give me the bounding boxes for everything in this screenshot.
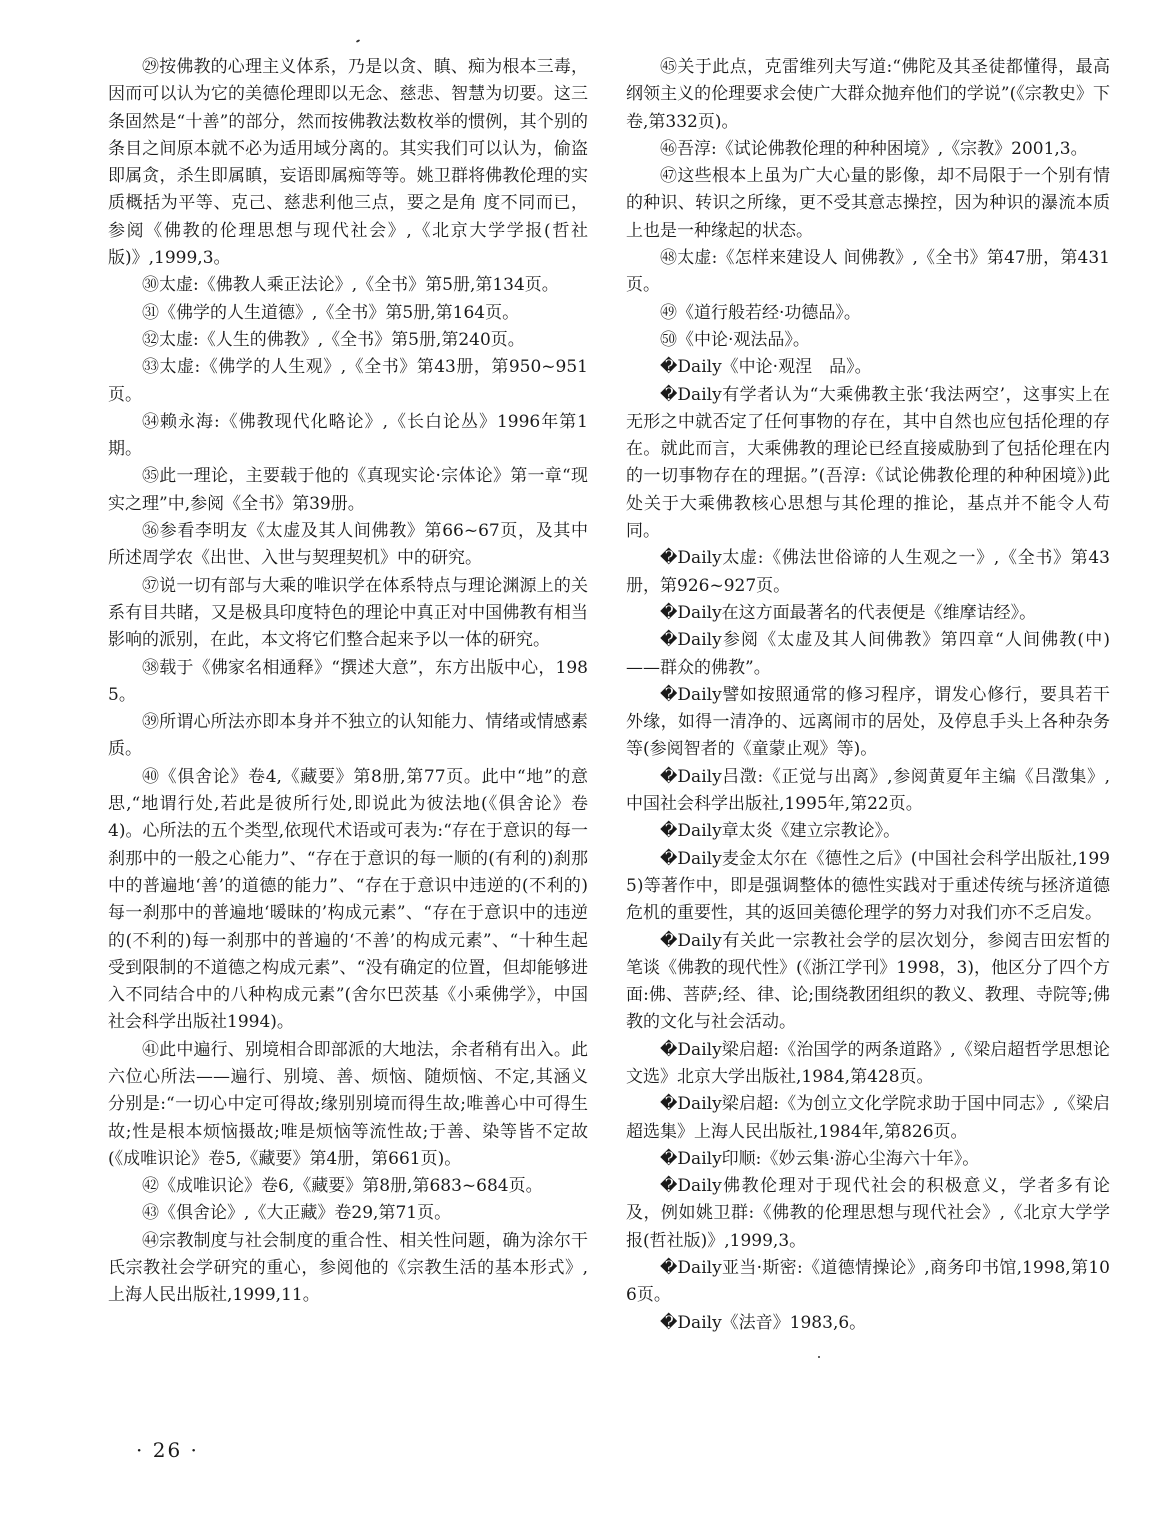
footnote-35: ㉟此一理论，主要载于他的《真现实论·宗体论》第一章“现实之理”中,参阅《全书》第39册。 bbox=[108, 466, 588, 514]
footnote-54: �Daily在这方面最著名的代表便是《维摩诘经》。 bbox=[660, 602, 1037, 623]
footnote-64: �Daily佛教伦理对于现代社会的积极意义，学者多有论及，例如姚卫群:《佛教的伦理思想与现代社会》,《北京大学学报(哲社版)》,1999,3。 bbox=[626, 1176, 1110, 1251]
footnote-29: ㉙按佛教的心理主义体系，乃是以贪、瞋、痴为根本三毒，因而可以认为它的美德伦理即以无念、慈悲、智慧为切要。这三条固然是“十善”的部分，然而按佛教法数枚举的惯例，其个别的条目之间原本就不必为适用域分离的。其实我们可以认为，偷盗即属贪，杀生即属瞋，妄语即属痴等等。姚卫群将佛教伦理的实质概括为平等、克己、慈悲利他三点，要之是角 度不同而已，参阅《佛教的伦理思想与现代社会》,《北京大学学报(哲社版)》,1999,3。 bbox=[108, 57, 588, 269]
footnote-43: ㊸《俱舍论》,《大正藏》卷29,第71页。 bbox=[142, 1203, 452, 1224]
footnote-56: �Daily譬如按照通常的修习程序，谓发心修行，要具若干外缘，如得一清净的、远离闹市的居处，及停息手头上各种杂务等(参阅智者的《童蒙止观》等)。 bbox=[626, 684, 1110, 760]
footnote-38: ㊳载于《佛家名相通释》“撰述大意”，东方出版中心，1985。 bbox=[108, 657, 588, 705]
footnote-55: �Daily参阅《太虚及其人间佛教》第四章“人间佛教(中)——群众的佛教”。 bbox=[626, 630, 1110, 678]
footnote-34: ㉞赖永海:《佛教现代化略论》,《长白论丛》1996年第1期。 bbox=[108, 411, 588, 460]
page-number: · 26 · bbox=[136, 1438, 199, 1462]
footnote-39: ㊴所谓心所法亦即本身并不独立的认知能力、情绪或情感素质。 bbox=[108, 712, 588, 760]
footnote-47: ㊼这些根本上虽为广大心量的影像，却不局限于一个别有情的种识、转识之所缘，更不受其意志操控，因为种识的瀑流本质上也是一种缘起的状态。 bbox=[626, 166, 1110, 241]
footnote-58: �Daily章太炎《建立宗教论》。 bbox=[660, 821, 901, 842]
footnote-42: ㊷《成唯识论》卷6,《藏要》第8册,第683~684页。 bbox=[142, 1176, 543, 1197]
footnote-36: ㊱参看李明友《太虚及其人间佛教》第66~67页，及其中所述周学农《出世、入世与契理契机》中的研究。 bbox=[108, 521, 588, 569]
footnotes-right-column bbox=[626, 54, 1110, 1337]
footnote-63: �Daily印顺:《妙云集·游心尘海六十年》。 bbox=[660, 1148, 980, 1169]
footnote-41: ㊶此中遍行、别境相合即部派的大地法，余者稍有出入。此六位心所法——遍行、别境、善、烦恼、随烦恼、不定,其涵义分别是:“一切心中定可得故;缘别别境而得生故;唯善心中可得生故;性是根本烦恼摄故;唯是烦恼等流性故;于善、染等皆不定故(《成唯识论》卷5,《藏要》第4册，第661页)。 bbox=[108, 1039, 588, 1169]
footnote-65: �Daily亚当·斯密:《道德情操论》,商务印书馆,1998,第106页。 bbox=[626, 1258, 1110, 1306]
footnote-31: ㉛《佛学的人生道德》,《全书》第5册,第164页。 bbox=[142, 302, 520, 323]
footnote-32: ㉜太虚:《人生的佛教》,《全书》第5册,第240页。 bbox=[142, 329, 525, 350]
footnote-49: ㊾《道行般若经·功德品》。 bbox=[660, 302, 861, 323]
footnote-60: �Daily有关此一宗教社会学的层次划分，参阅吉田宏皙的笔谈《佛教的现代性》(《浙江学刊》1998，3)，他区分了四个方面:佛、菩萨;经、律、论;围绕教团组织的教义、教理、寺院等;佛教的文化与社会活动。 bbox=[626, 930, 1110, 1033]
scan-speck bbox=[356, 39, 360, 43]
footnote-30: ㉚太虚:《佛教人乘正法论》,《全书》第5册,第134页。 bbox=[142, 275, 559, 296]
scan-speck bbox=[818, 1356, 820, 1358]
footnote-57: �Daily吕澂:《正觉与出离》,参阅黄夏年主编《吕澂集》,中国社会科学出版社,1995年,第22页。 bbox=[626, 766, 1110, 815]
footnote-61: �Daily梁启超:《治国学的两条道路》,《梁启超哲学思想论文选》北京大学出版社,1984,第428页。 bbox=[626, 1039, 1110, 1087]
footnote-50: ㊿《中论·观法品》。 bbox=[660, 329, 810, 350]
footnote-48: ㊽太虚:《怎样来建设人 间佛教》,《全书》第47册，第431页。 bbox=[626, 248, 1110, 296]
footnote-66: �Daily《法音》1983,6。 bbox=[660, 1312, 867, 1333]
footnote-62: �Daily梁启超:《为创立文化学院求助于国中同志》,《梁启超选集》上海人民出版社,1984年,第826页。 bbox=[626, 1094, 1110, 1142]
footnote-52: �Daily有学者认为“大乘佛教主张‘我法两空’，这事实上在无形之中就否定了任何事物的存在，其中自然也应包括伦理的存在。就此而言，大乘佛教的理论已经直接威胁到了包括伦理在内的一切事物存在的理据。”(吾淳:《试论佛教伦理的种种困境》)此处关于大乘佛教核心思想与其伦理的推论，基点并不能令人苟同。 bbox=[626, 384, 1110, 542]
footnote-53: �Daily太虚:《佛法世俗谛的人生观之一》,《全书》第43册，第926~927页。 bbox=[626, 548, 1110, 596]
footnote-51: �Daily《中论·观涅 品》。 bbox=[660, 357, 872, 378]
footnote-45: ㊺关于此点，克雷维列夫写道:“佛陀及其圣徒都懂得，最高纲领主义的伦理要求会使广大群众抛弃他们的学说”(《宗教史》下卷,第332页)。 bbox=[626, 57, 1110, 132]
footnote-33: ㉝太虚:《佛学的人生观》,《全书》第43册，第950~951页。 bbox=[108, 357, 588, 405]
footnote-46: ㊻吾淳:《试论佛教伦理的种种困境》,《宗教》2001,3。 bbox=[660, 138, 1088, 159]
footnote-44: ㊹宗教制度与社会制度的重合性、相关性问题，确为涂尔干氏宗教社会学研究的重心，参阅他的《宗教生活的基本形式》,上海人民出版社,1999,11。 bbox=[108, 1230, 588, 1306]
footnote-59: �Daily麦金太尔在《德性之后》(中国社会科学出版社,1995)等著作中，即是强调整体的德性实践对于重述传统与拯济道德危机的重要性，其的返回美德伦理学的努力对我们亦不乏启发。 bbox=[626, 848, 1110, 924]
footnotes-left-column bbox=[108, 54, 588, 1310]
footnote-40: ㊵《俱舍论》卷4,《藏要》第8册,第77页。此中“地”的意思,“地谓行处,若此是彼所行处,即说此为彼法地(《俱舍论》卷4)。心所法的五个类型,依现代术语或可表为:“存在于意识的每一刹那中的一般之心能力”、“存在于意识的每一顺的(有利的)刹那中的普遍地‘善’的道德的能力”、“存在于意识中违逆的(不利的)每一刹那中的普遍地‘暖昧的’构成元素”、“存在于意识中的违逆的(不利的)每一刹那中的普遍的‘不善’的构成元素”、“十种生起受到限制的不道德之构成元素”、“没有确定的位置，但却能够进入不同结合中的八种构成元素”(舍尔巴茨基《小乘佛学》，中国社会科学出版社1994)。 bbox=[108, 766, 588, 1033]
footnote-37: ㊲说一切有部与大乘的唯识学在体系特点与理论渊源上的关系有目共睹，又是极具印度特色的理论中真正对中国佛教有相当影响的派别，在此，本文将它们整合起来予以一体的研究。 bbox=[108, 575, 588, 651]
